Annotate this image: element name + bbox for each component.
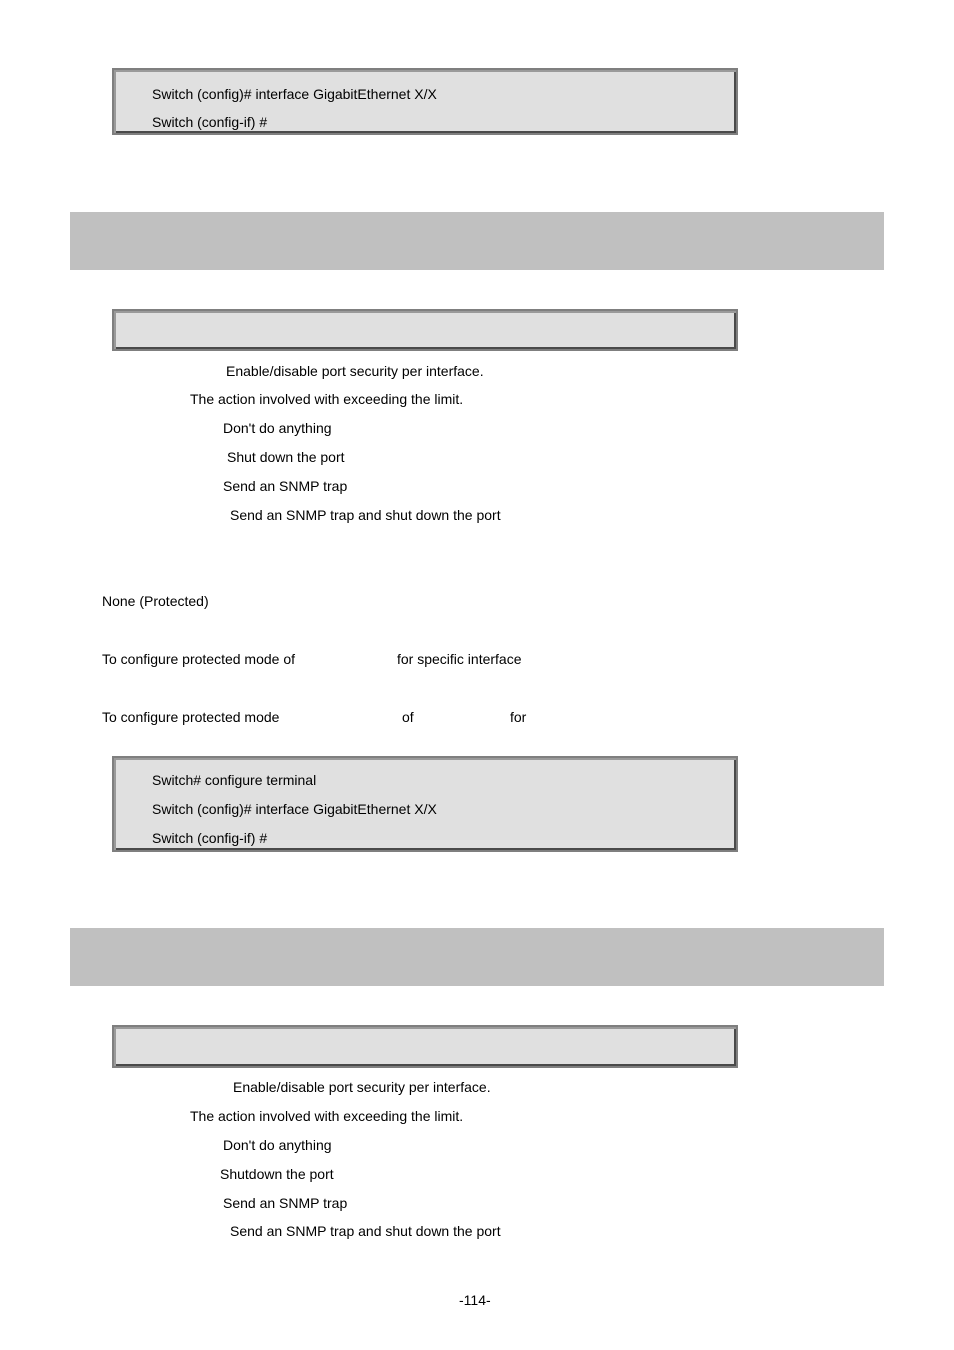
usage-text: To configure protected mode of: [102, 651, 296, 667]
default-value: None (Protected): [102, 593, 209, 609]
param-option: Send an SNMP trap and shut down the port: [230, 507, 501, 523]
code-line: Switch# configure terminal: [152, 772, 317, 788]
usage-text-continued: for specific interface: [397, 651, 522, 667]
param-option: Shut down the port: [227, 449, 345, 465]
param-description: Enable/disable port security per interface.: [226, 363, 484, 379]
param-option: Send an SNMP trap and shut down the port: [230, 1223, 501, 1239]
param-option: Don't do anything: [223, 1137, 332, 1153]
param-description: The action involved with exceeding the limit.: [190, 391, 464, 407]
section-header-band-2: [70, 928, 884, 986]
code-line: Switch (config)# interface GigabitEthernet X/X: [152, 86, 437, 102]
code-block-1: [112, 68, 738, 135]
example-text-of: of: [402, 709, 414, 725]
code-line: Switch (config-if) #: [152, 114, 268, 130]
param-option: Send an SNMP trap: [223, 1195, 348, 1211]
example-text-for: for: [510, 709, 527, 725]
param-description: Enable/disable port security per interface.: [233, 1079, 491, 1095]
example-text: To configure protected mode: [102, 709, 280, 725]
code-block-2: [112, 756, 738, 852]
syntax-box-1: [112, 309, 738, 351]
syntax-box-2: [112, 1025, 738, 1068]
section-header-band-1: [70, 212, 884, 270]
page-number: -114-: [459, 1292, 491, 1308]
param-option: Shutdown the port: [220, 1166, 334, 1182]
code-line: Switch (config-if) #: [152, 830, 268, 846]
param-option: Don't do anything: [223, 420, 332, 436]
param-description: The action involved with exceeding the limit.: [190, 1108, 464, 1124]
code-line: Switch (config)# interface GigabitEthernet X/X: [152, 801, 437, 817]
param-option: Send an SNMP trap: [223, 478, 348, 494]
